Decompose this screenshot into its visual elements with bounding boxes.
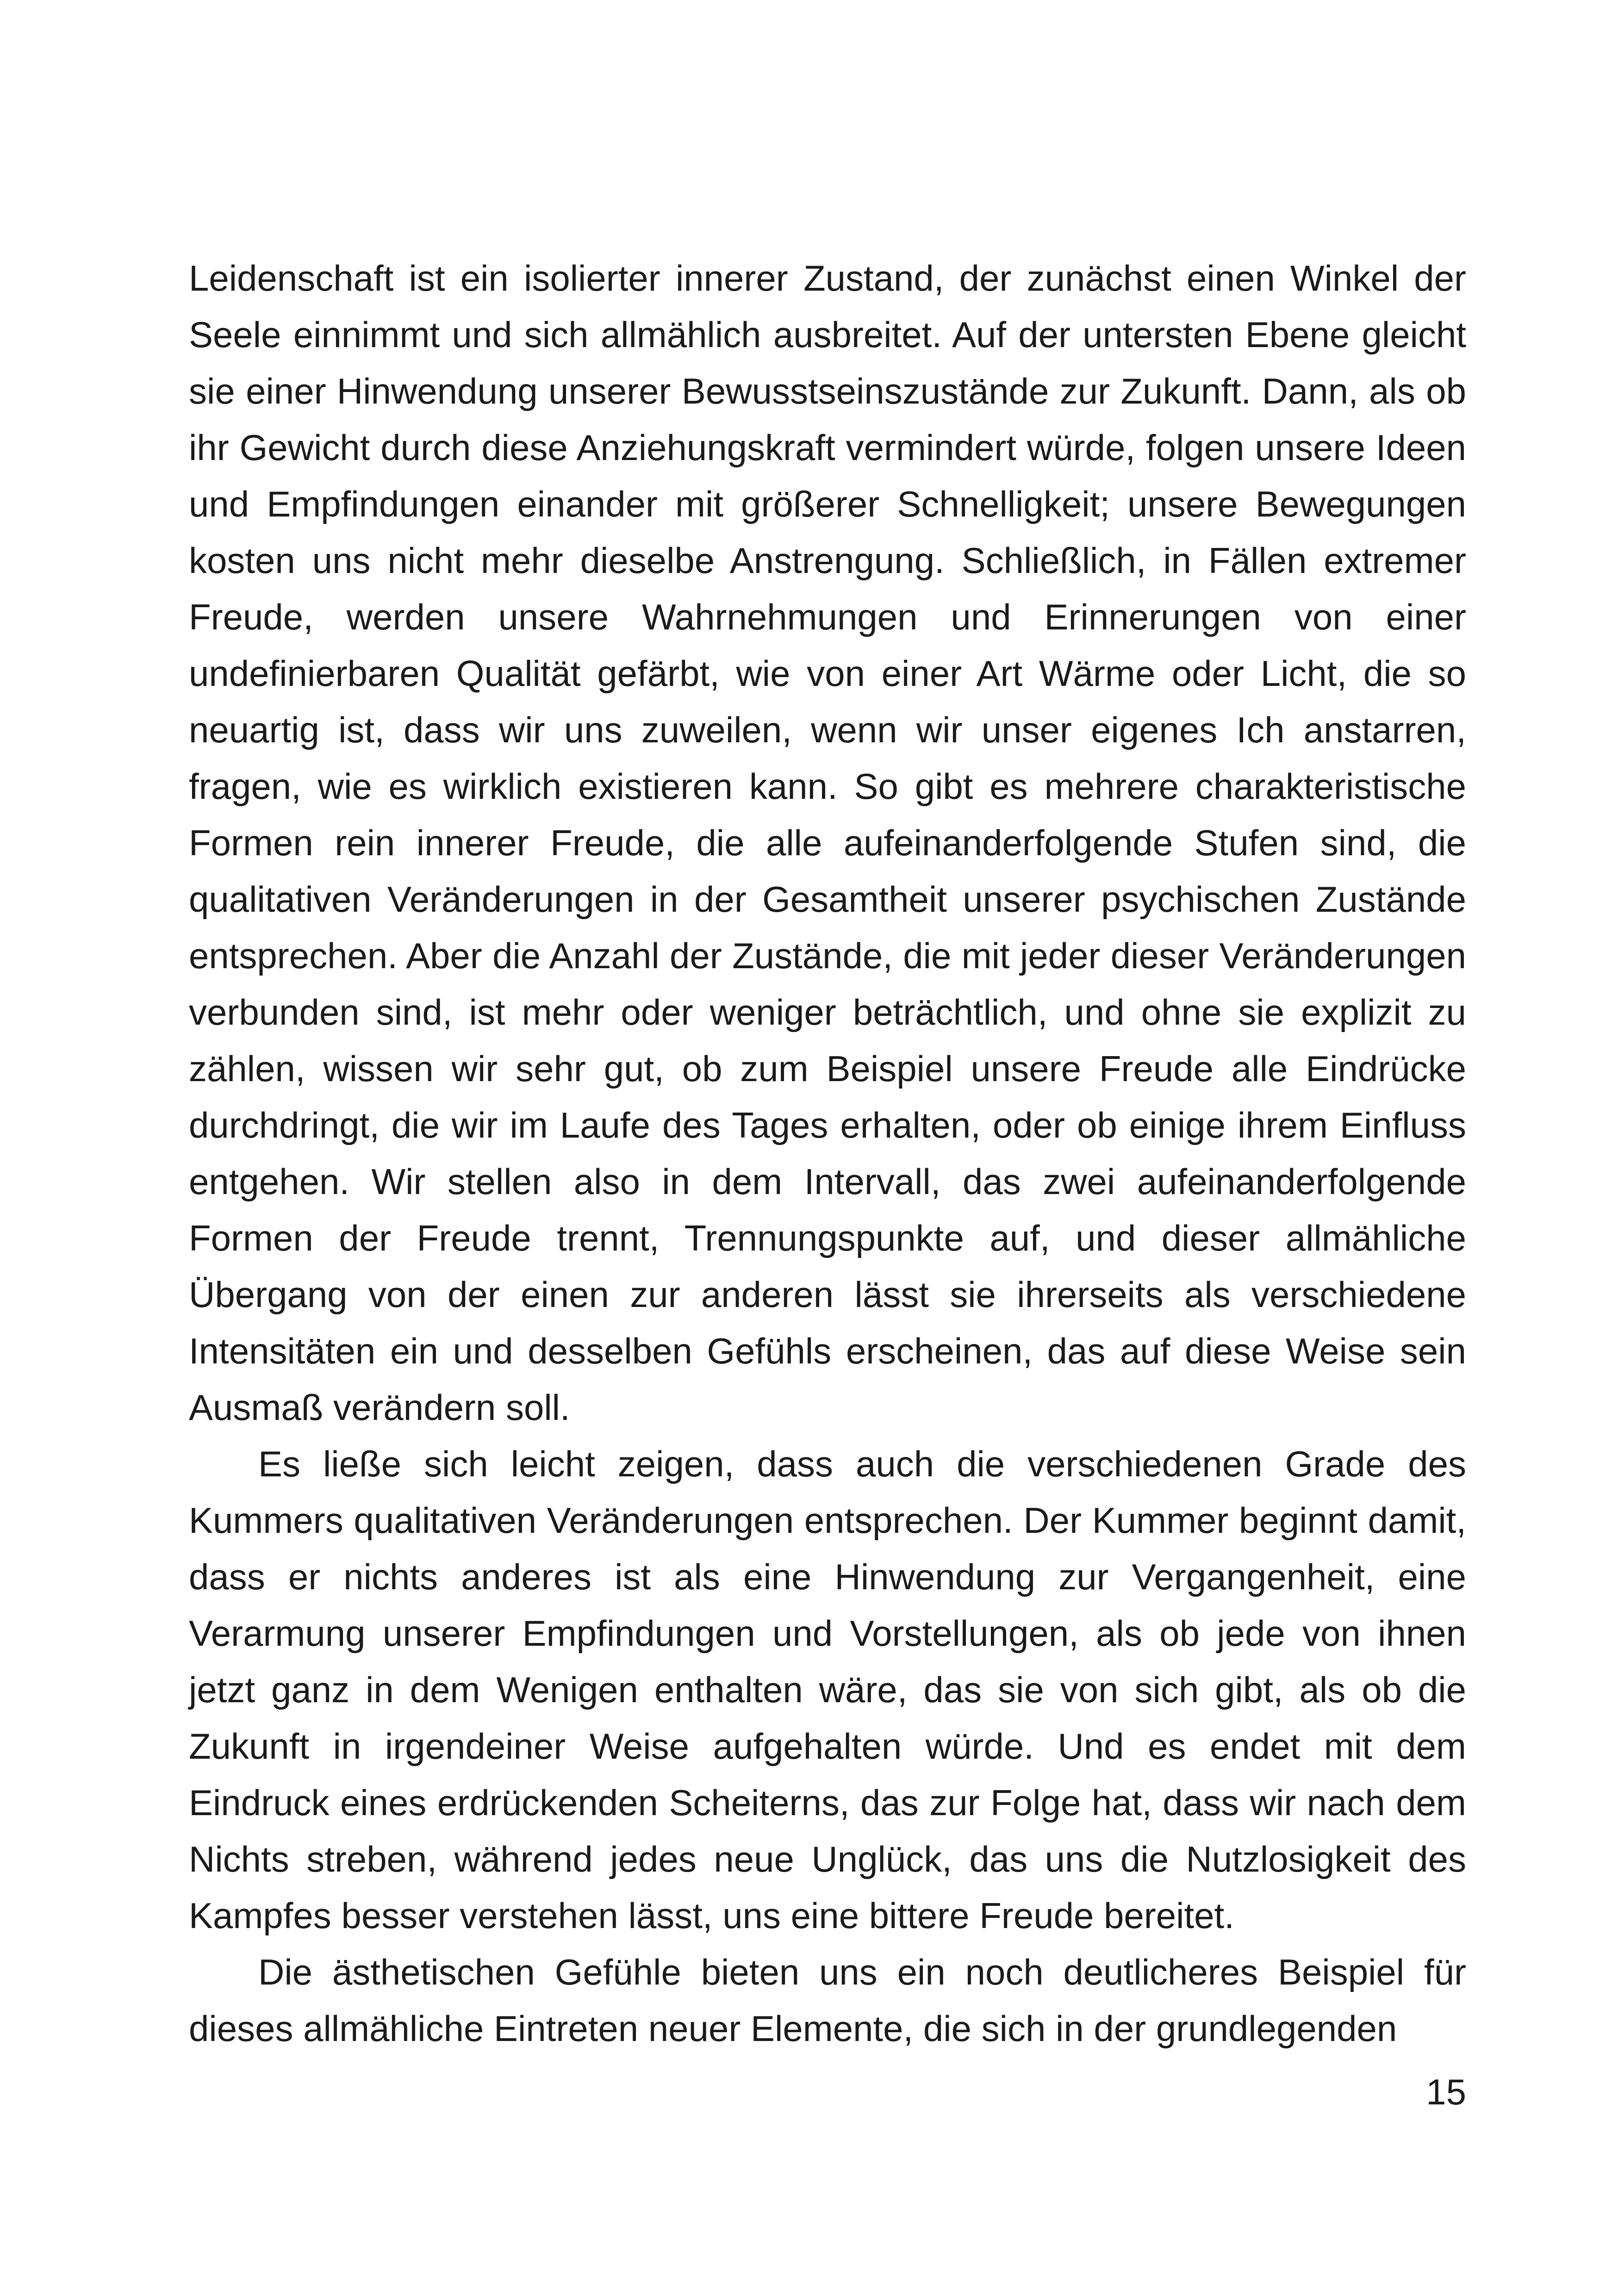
paragraph-3: Die ästhetischen Gefühle bieten uns ein noch deutlicheres Beispiel für dieses allmähliche Eintreten neuer Elemente, die sich in der grundlegenden: [189, 1952, 1466, 2049]
paragraph-1: Leidenschaft ist ein isolierter innerer Zustand, der zunächst einen Winkel der Seele einnimmt und sich allmählich ausbreitet. Auf der untersten Ebene gleicht sie einer Hinwendung unserer Bewusstseinszustände zur Zukunft. Dann, als ob ihr Gewicht durch diese Anziehungskraft vermindert würde, folgen unsere Ideen und Empfindungen einander mit größerer Schnelligkeit; unsere Bewegungen kosten uns nicht mehr dieselbe Anstrengung. Schließlich, in Fällen extremer Freude, werden unsere Wahrnehmungen und Erinnerungen von einer undefinierbaren Qualität gefärbt, wie von einer Art Wärme oder Licht, die so neuartig ist, dass wir uns zuweilen, wenn wir unser eigenes Ich anstarren, fragen, wie es wirklich existieren kann. So gibt es mehrere charakteristische Formen rein innerer Freude, die alle aufeinanderfolgende Stufen sind, die qualitativen Veränderungen in der Gesamtheit unserer psychischen Zustände entsprechen. Aber die Anzahl der Zustände, die mit jeder dieser Veränderungen verbunden sind, ist mehr oder weniger beträchtlich, und ohne sie explizit zu zählen, wissen wir sehr gut, ob zum Beispiel unsere Freude alle Eindrücke durchdringt, die wir im Laufe des Tages erhalten, oder ob einige ihrem Einfluss entgehen. Wir stellen also in dem Intervall, das zwei aufeinanderfolgende Formen der Freude trennt, Trennungspunkte auf, und dieser allmähliche Übergang von der einen zur anderen lässt sie ihrerseits als verschiedene Intensitäten ein und desselben Gefühls erscheinen, das auf diese Weise sein Ausmaß verändern soll.: [189, 258, 1466, 1428]
paragraph-2: Es ließe sich leicht zeigen, dass auch die verschiedenen Grade des Kummers qualitativen Veränderungen entsprechen. Der Kummer beginnt damit, dass er nichts anderes ist als eine Hinwendung zur Vergangenheit, eine Verarmung unserer Empfindungen und Vorstellungen, als ob jede von ihnen jetzt ganz in dem Wenigen enthalten wäre, das sie von sich gibt, als ob die Zukunft in irgendeiner Weise aufgehalten würde. Und es endet mit dem Eindruck eines erdrückenden Scheiterns, das zur Folge hat, dass wir nach dem Nichts streben, während jedes neue Unglück, das uns die Nutzlosigkeit des Kampfes besser verstehen lässt, uns eine bittere Freude bereitet.: [189, 1444, 1466, 1936]
body-text: [189, 250, 1466, 2057]
page-number: 15: [1426, 2072, 1466, 2112]
